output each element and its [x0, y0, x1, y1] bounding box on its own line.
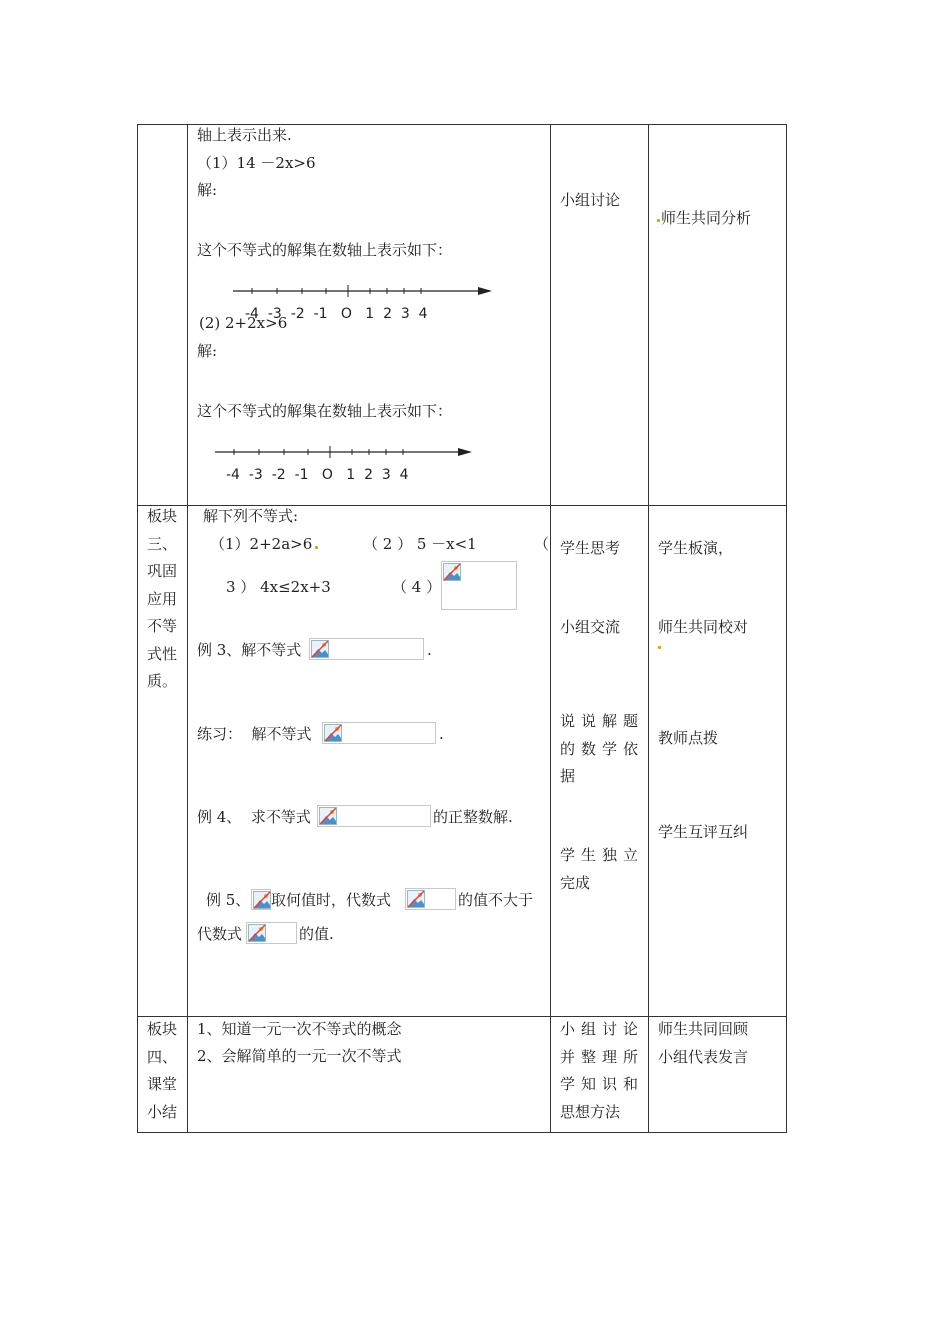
- student-activity: 小组讨论: [560, 191, 621, 209]
- student-activity: 思想方法: [560, 1103, 621, 1121]
- exercise-title: 解下列不等式:: [203, 507, 299, 525]
- table-bottom-border: [137, 1132, 787, 1133]
- missing-formula-image: [246, 922, 297, 944]
- column-divider-3: [648, 124, 649, 1133]
- broken-image-icon: [319, 807, 337, 825]
- example-5-text: 取何值时，代数式: [271, 891, 392, 909]
- broken-image-icon: [311, 640, 329, 658]
- student-activity: 并整理所: [560, 1048, 645, 1066]
- summary-item: 2、会解简单的一元一次不等式: [197, 1047, 402, 1065]
- problem-2: (2) 2+2x>6: [199, 314, 288, 332]
- table-right-border: [786, 124, 787, 1133]
- example-5-text: 的值不大于: [458, 891, 534, 909]
- student-activity: 据: [560, 767, 576, 785]
- solution-set-text: 这个不等式的解集在数轴上表示如下：: [197, 241, 453, 259]
- teacher-activity: 学生互评互纠: [658, 823, 749, 841]
- content-text: 轴上表示出来.: [197, 126, 292, 144]
- row-divider-2: [137, 1016, 787, 1017]
- student-activity: 学知识和: [560, 1075, 645, 1093]
- example-4-end: 的正整数解.: [433, 808, 513, 826]
- missing-formula-image: [317, 805, 431, 827]
- teacher-activity: 师生共同回顾: [658, 1020, 749, 1038]
- broken-image-icon: [324, 724, 342, 742]
- example-3: 例 3、解不等式: [197, 641, 302, 659]
- summary-item: 1、知道一元一次不等式的概念: [197, 1020, 402, 1038]
- example-5-text: 代数式: [197, 925, 243, 943]
- broken-image-icon: [253, 891, 271, 909]
- section-label: 应用: [147, 590, 178, 608]
- missing-formula-image: [309, 638, 424, 660]
- exercise-3-paren: （: [534, 535, 550, 553]
- section-label: 巩固: [147, 562, 178, 580]
- section-label: 不等: [147, 617, 178, 635]
- table-left-border: [137, 124, 138, 1133]
- section-label: 三、: [147, 535, 178, 553]
- number-line-2-labels: -4 -3 -2 -1 O 1 2 3 4: [226, 467, 409, 483]
- solution-set-text-2: 这个不等式的解集在数轴上表示如下：: [197, 402, 453, 420]
- problem-1: （1）14 －2x>6: [197, 154, 316, 172]
- student-activity: 完成: [560, 874, 591, 892]
- section-label: 质。: [147, 672, 178, 690]
- column-divider-1: [187, 124, 188, 1133]
- section-label: 小结: [147, 1103, 178, 1121]
- teacher-activity: 师生共同校对: [658, 618, 749, 636]
- teacher-activity: 学生板演，: [658, 539, 734, 557]
- marker-dot: [658, 646, 661, 649]
- practice-end: .: [439, 725, 444, 743]
- number-line-1-labels: -4 -3 -2 -1 O 1 2 3 4: [245, 306, 428, 322]
- section-label: 式性: [147, 645, 178, 663]
- marker-dot: [315, 546, 318, 549]
- example-3-end: .: [427, 641, 432, 659]
- student-activity: 学生独立: [560, 846, 645, 864]
- missing-formula-image: [251, 889, 271, 910]
- exercise-2: （ 2 ） 5 －x<1: [363, 535, 477, 553]
- exercise-4: （ 4 ）: [392, 578, 442, 596]
- student-activity: 小组交流: [560, 618, 621, 636]
- section-label: 板块: [147, 1020, 178, 1038]
- number-line-2: [212, 443, 477, 463]
- solution-label-2: 解:: [197, 342, 218, 360]
- example-5-text: 的值.: [299, 925, 334, 943]
- number-line-1: [230, 282, 495, 302]
- exercise-3: 3 ） 4x≤2x+3: [226, 578, 331, 596]
- missing-formula-image: [405, 888, 456, 910]
- broken-image-icon: [248, 924, 266, 942]
- section-label: 四、: [147, 1048, 178, 1066]
- example-4: 例 4、 求不等式: [197, 808, 311, 826]
- section-label: 板块: [147, 507, 178, 525]
- teacher-activity: 师生共同分析: [661, 209, 752, 227]
- missing-formula-image: [441, 561, 517, 610]
- student-activity: 说说解题: [560, 712, 645, 730]
- teacher-activity: 小组代表发言: [658, 1048, 749, 1066]
- student-activity: 小组讨论: [560, 1020, 645, 1038]
- student-activity: 的数学依: [560, 740, 645, 758]
- broken-image-icon: [407, 890, 425, 908]
- student-activity: 学生思考: [560, 539, 621, 557]
- column-divider-2: [550, 124, 551, 1133]
- example-5: 例 5、: [206, 891, 251, 909]
- marker-dot: [657, 219, 660, 222]
- exercise-1: （1）2+2a>6: [210, 535, 313, 553]
- broken-image-icon: [443, 563, 461, 581]
- missing-formula-image: [322, 722, 436, 744]
- solution-label: 解:: [197, 181, 218, 199]
- practice: 练习： 解不等式: [197, 725, 312, 743]
- teacher-activity: 教师点拨: [658, 729, 719, 747]
- section-label: 课堂: [147, 1075, 178, 1093]
